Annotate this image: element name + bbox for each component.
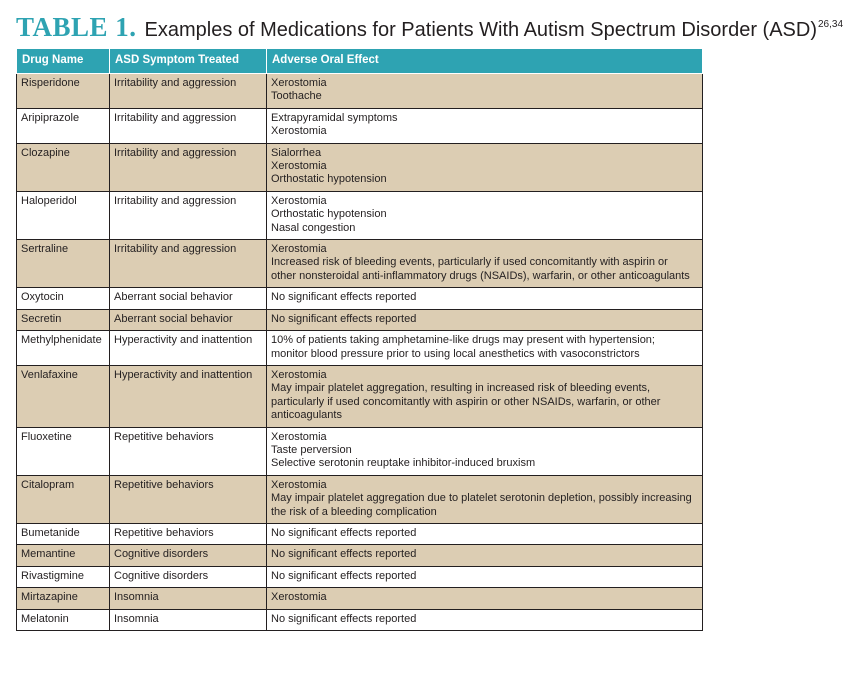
symptom-cell: Hyperactivity and inattention xyxy=(110,331,267,366)
symptom-cell: Irritability and aggression xyxy=(110,74,267,109)
adverse-effect-cell xyxy=(267,609,703,630)
drug-name-cell: Risperidone xyxy=(17,74,110,109)
adverse-effect-line: 10% of patients taking amphetamine-like drugs may present with hypertension; xyxy=(271,334,655,347)
table-row xyxy=(17,609,703,630)
adverse-effect-cell xyxy=(267,240,703,288)
table-row xyxy=(17,566,703,587)
symptom-cell: Irritability and aggression xyxy=(110,240,267,288)
adverse-effect-cell xyxy=(267,566,703,587)
adverse-effect-line: Xerostomia xyxy=(271,194,327,207)
table-row xyxy=(17,143,703,191)
adverse-effect-cell xyxy=(267,475,703,523)
table-row xyxy=(17,309,703,330)
table-row xyxy=(17,191,703,239)
table-row xyxy=(17,588,703,609)
adverse-effect-line: Xerostomia xyxy=(271,160,327,173)
adverse-effect-line: May impair platelet aggregation due to platelet serotonin depletion, possibly increasing xyxy=(271,492,692,505)
adverse-effect-line: particularly if used concomitantly with aspirin or other NSAIDs, warfarin, or other xyxy=(271,395,661,408)
drug-name-cell: Citalopram xyxy=(17,475,110,523)
adverse-effect-line: other nonsteroidal anti-inflammatory drugs (NSAIDs), warfarin, or other anticoagulants xyxy=(271,269,690,282)
adverse-effect-line: No significant effects reported xyxy=(271,569,417,582)
adverse-effect-line: Selective serotonin reuptake inhibitor-induced bruxism xyxy=(271,457,536,470)
symptom-cell: Repetitive behaviors xyxy=(110,475,267,523)
header-drug-name: Drug Name xyxy=(17,49,110,74)
adverse-effect-cell xyxy=(267,309,703,330)
symptom-cell: Aberrant social behavior xyxy=(110,288,267,309)
table-row xyxy=(17,523,703,544)
adverse-effect-line: Xerostomia xyxy=(271,430,327,443)
adverse-effect-cell xyxy=(267,365,703,427)
adverse-effect-line: Xerostomia xyxy=(271,591,327,604)
drug-name-cell: Sertraline xyxy=(17,240,110,288)
adverse-effect-line: Xerostomia xyxy=(271,77,327,89)
symptom-cell: Aberrant social behavior xyxy=(110,309,267,330)
header-adverse-effect: Adverse Oral Effect xyxy=(267,49,703,74)
table-number: TABLE 1. xyxy=(16,12,137,42)
adverse-effect-line: the risk of a bleeding complication xyxy=(271,505,437,518)
adverse-effect-cell xyxy=(267,108,703,143)
adverse-effect-line: Taste perversion xyxy=(271,443,352,456)
adverse-effect-cell xyxy=(267,288,703,309)
drug-name-cell: Methylphenidate xyxy=(17,331,110,366)
adverse-effect-cell xyxy=(267,427,703,475)
adverse-effect-cell xyxy=(267,191,703,239)
adverse-effect-line: No significant effects reported xyxy=(271,312,417,325)
adverse-effect-line: Sialorrhea xyxy=(271,146,322,159)
drug-name-cell: Fluoxetine xyxy=(17,427,110,475)
adverse-effect-line: Toothache xyxy=(271,90,322,103)
drug-name-cell: Aripiprazole xyxy=(17,108,110,143)
drug-name-cell: Clozapine xyxy=(17,143,110,191)
adverse-effect-cell xyxy=(267,143,703,191)
table-header-row xyxy=(17,49,703,74)
table-row xyxy=(17,475,703,523)
symptom-cell: Repetitive behaviors xyxy=(110,427,267,475)
table-row xyxy=(17,74,703,109)
table-row xyxy=(17,365,703,427)
table-row xyxy=(17,240,703,288)
adverse-effect-cell xyxy=(267,588,703,609)
adverse-effect-line: Nasal congestion xyxy=(271,221,356,234)
drug-name-cell: Haloperidol xyxy=(17,191,110,239)
adverse-effect-line: Orthostatic hypotension xyxy=(271,173,387,186)
medications-table xyxy=(16,49,703,631)
symptom-cell: Cognitive disorders xyxy=(110,545,267,566)
drug-name-cell: Memantine xyxy=(17,545,110,566)
adverse-effect-line: No significant effects reported xyxy=(271,548,417,561)
header-symptom: ASD Symptom Treated xyxy=(110,49,267,74)
symptom-cell: Insomnia xyxy=(110,588,267,609)
adverse-effect-line: Xerostomia xyxy=(271,243,327,256)
drug-name-cell: Venlafaxine xyxy=(17,365,110,427)
adverse-effect-line: Extrapyramidal symptoms xyxy=(271,111,398,124)
adverse-effect-line: May impair platelet aggregation, resulting in increased risk of bleeding events, xyxy=(271,382,651,395)
drug-name-cell: Rivastigmine xyxy=(17,566,110,587)
adverse-effect-line: anticoagulants xyxy=(271,409,342,422)
symptom-cell: Insomnia xyxy=(110,609,267,630)
drug-name-cell: Melatonin xyxy=(17,609,110,630)
symptom-cell: Hyperactivity and inattention xyxy=(110,365,267,427)
drug-name-cell: Secretin xyxy=(17,309,110,330)
adverse-effect-cell xyxy=(267,523,703,544)
table-row xyxy=(17,545,703,566)
symptom-cell: Irritability and aggression xyxy=(110,108,267,143)
adverse-effect-line: Xerostomia xyxy=(271,368,327,381)
adverse-effect-line: No significant effects reported xyxy=(271,526,417,539)
drug-name-cell: Bumetanide xyxy=(17,523,110,544)
adverse-effect-cell xyxy=(267,545,703,566)
table-row xyxy=(17,427,703,475)
adverse-effect-line: Orthostatic hypotension xyxy=(271,208,387,221)
adverse-effect-line: Xerostomia xyxy=(271,125,327,138)
adverse-effect-cell xyxy=(267,331,703,366)
reference-superscript: 26,34 xyxy=(817,19,843,30)
table-row xyxy=(17,331,703,366)
adverse-effect-line: No significant effects reported xyxy=(271,291,417,304)
symptom-cell: Irritability and aggression xyxy=(110,143,267,191)
symptom-cell: Irritability and aggression xyxy=(110,191,267,239)
symptom-cell: Cognitive disorders xyxy=(110,566,267,587)
adverse-effect-line: No significant effects reported xyxy=(271,612,417,625)
adverse-effect-line: Xerostomia xyxy=(271,478,327,491)
table-row xyxy=(17,288,703,309)
adverse-effect-line: Increased risk of bleeding events, particularly if used concomitantly with aspirin or xyxy=(271,256,668,269)
table-row xyxy=(17,108,703,143)
adverse-effect-line: monitor blood pressure prior to using local anesthetics with vasoconstrictors xyxy=(271,347,640,360)
drug-name-cell: Mirtazapine xyxy=(17,588,110,609)
table-caption: Examples of Medications for Patients With Autism Spectrum Disorder (ASD) xyxy=(144,19,817,41)
symptom-cell: Repetitive behaviors xyxy=(110,523,267,544)
table-title xyxy=(16,12,843,46)
adverse-effect-cell xyxy=(267,74,703,109)
drug-name-cell: Oxytocin xyxy=(17,288,110,309)
